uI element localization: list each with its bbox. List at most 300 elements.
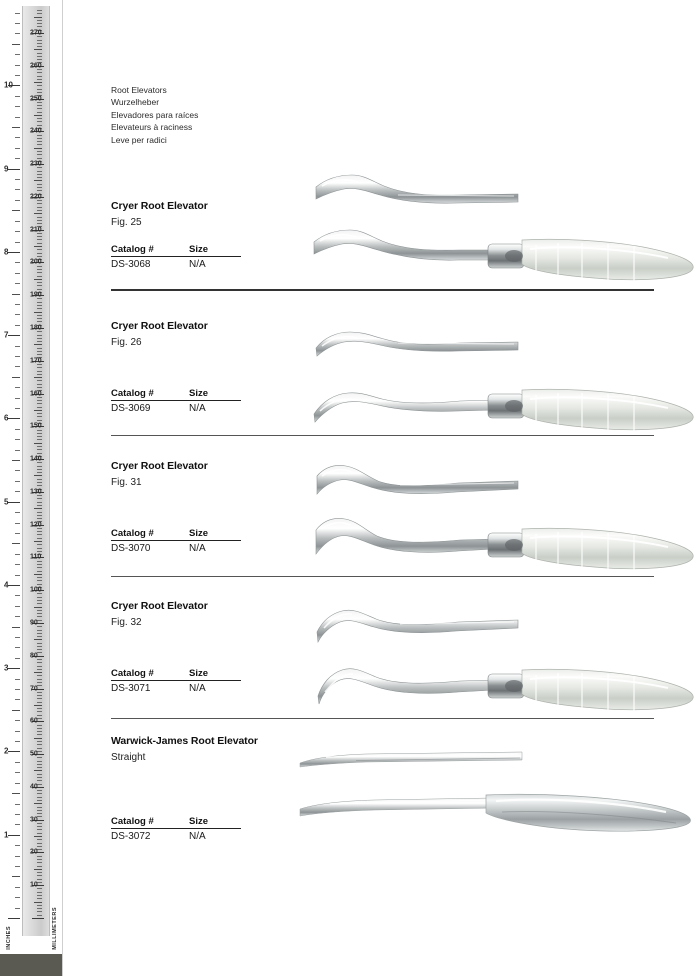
- instrument-tip-illustration: [308, 452, 528, 512]
- ruler-tick: [37, 236, 42, 237]
- ruler-tick: [15, 772, 20, 773]
- ruler-tick: [34, 902, 42, 903]
- ruler-tick: [34, 49, 42, 50]
- ruler-tick: [8, 668, 20, 669]
- ruler-tick: [37, 112, 42, 113]
- ruler-tick: [15, 523, 20, 524]
- ruler-tick: [37, 695, 42, 696]
- ruler-tick: [34, 607, 42, 608]
- ruler-tick: [37, 872, 42, 873]
- ruler-tick: [37, 154, 42, 155]
- ruler-tick: [12, 543, 20, 544]
- ruler-tick: [37, 610, 42, 611]
- ruler-tick: [15, 366, 20, 367]
- product-title: Cryer Root Elevator: [111, 200, 208, 212]
- instrument-full-illustration: [308, 506, 700, 586]
- ruler-tick: [8, 918, 20, 919]
- ruler-tick: [12, 627, 20, 628]
- ruler-tick: [37, 797, 42, 798]
- cell-size: N/A: [189, 259, 206, 270]
- ruler-tick: [37, 174, 42, 175]
- ruler-tick: [37, 571, 42, 572]
- product-subtitle: Fig. 32: [111, 617, 142, 628]
- ruler-tick: [37, 915, 42, 916]
- ruler-tick: [37, 416, 42, 417]
- ruler-tick: [37, 898, 42, 899]
- ruler-tick: [37, 10, 42, 11]
- ruler-tick: [37, 636, 42, 637]
- ruler-tick: [37, 207, 42, 208]
- ruler-tick: [37, 220, 42, 221]
- ruler-unit-inches: INCHES: [6, 926, 12, 950]
- ruler-tick: [37, 351, 42, 352]
- catalog-table: [111, 244, 241, 270]
- ruler-mm-label: 250: [30, 95, 42, 102]
- ruler-tick: [37, 187, 42, 188]
- product-subtitle: Fig. 31: [111, 477, 142, 488]
- ruler-mm-label: 10: [30, 881, 38, 889]
- instrument-full-illustration: [296, 785, 700, 837]
- ruler-tick: [37, 669, 42, 670]
- ruler-tick: [32, 918, 44, 919]
- table-row: [111, 681, 241, 694]
- ruler-tick: [37, 715, 42, 716]
- ruler-tick: [37, 892, 42, 893]
- ruler-tick: [37, 272, 42, 273]
- ruler-tick: [37, 13, 42, 14]
- ruler-mm-label: 30: [30, 816, 38, 824]
- ruler-tick: [37, 862, 42, 863]
- ruler-tick: [8, 502, 20, 503]
- catalog-table: [111, 816, 241, 842]
- ruler-tick: [8, 585, 20, 586]
- ruler-tick: [37, 453, 42, 454]
- ruler-tick: [37, 807, 42, 808]
- product-title: Cryer Root Elevator: [111, 320, 208, 332]
- ruler-tick: [8, 335, 20, 336]
- header-catalog: Catalog #: [111, 528, 154, 539]
- ruler-tick: [34, 705, 42, 706]
- section-divider: [111, 289, 654, 291]
- ruler-tick: [37, 374, 42, 375]
- cell-size: N/A: [189, 543, 206, 554]
- ruler-tick: [15, 554, 20, 555]
- section-divider: [111, 435, 654, 436]
- ruler-tick: [37, 908, 42, 909]
- ruler-tick: [37, 544, 42, 545]
- ruler-tick: [37, 764, 42, 765]
- ruler-tick: [15, 897, 20, 898]
- catalog-table-header: [111, 668, 241, 681]
- millimeter-ticks: [22, 0, 48, 930]
- ruler-tick: [15, 262, 20, 263]
- header-size: Size: [189, 668, 209, 679]
- ruler-tick: [34, 148, 42, 149]
- ruler-tick: [37, 105, 42, 106]
- header-size: Size: [189, 244, 209, 255]
- ruler-tick: [37, 780, 42, 781]
- ruler-inch-label: 4: [4, 580, 9, 590]
- ruler-tick: [15, 679, 20, 680]
- ruler-tick: [37, 564, 42, 565]
- ruler-tick: [15, 731, 20, 732]
- ruler-tick: [37, 748, 42, 749]
- heading-english: Root Elevators: [111, 85, 167, 95]
- ruler-mm-label: 40: [30, 783, 38, 791]
- ruler-tick: [15, 512, 20, 513]
- header-size: Size: [189, 528, 209, 539]
- ruler-inch-label: 10: [4, 80, 13, 90]
- ruler-tick: [15, 606, 20, 607]
- ruler-tick: [37, 184, 42, 185]
- ruler-inch-label: 3: [4, 663, 9, 673]
- instrument-tip-illustration: [308, 165, 528, 225]
- ruler-tick: [15, 814, 20, 815]
- ruler-tick: [15, 575, 20, 576]
- ruler-tick: [37, 177, 42, 178]
- ruler-tick: [8, 835, 20, 836]
- product-title: Cryer Root Elevator: [111, 600, 208, 612]
- ruler-tick: [37, 826, 42, 827]
- ruler-tick: [15, 54, 20, 55]
- ruler-tick: [37, 905, 42, 906]
- ruler-tick: [37, 502, 42, 503]
- ruler-tick: [34, 738, 42, 739]
- ruler-mm-label: 190: [30, 291, 42, 299]
- ruler-tick: [37, 580, 42, 581]
- ruler-tick: [15, 75, 20, 76]
- ruler-tick: [37, 387, 42, 388]
- ruler-mm-label: 130: [30, 488, 42, 496]
- ruler-tick: [34, 115, 42, 116]
- ruler-tick: [37, 190, 42, 191]
- ruler-tick: [37, 348, 42, 349]
- ruler-tick: [8, 751, 20, 752]
- ruler-mm-label: 170: [30, 357, 42, 365]
- ruler-mm-label: 90: [30, 619, 38, 627]
- catalog-table: [111, 388, 241, 414]
- ruler-tick: [37, 866, 42, 867]
- ruler-tick: [37, 682, 42, 683]
- ruler-mm-label: 220: [30, 193, 42, 201]
- ruler-tick: [37, 741, 42, 742]
- ruler-tick: [34, 246, 42, 247]
- product-subtitle: Fig. 26: [111, 337, 142, 348]
- ruler-tick: [37, 289, 42, 290]
- cell-catalog-number: DS-3068: [111, 259, 151, 270]
- ruler-tick: [37, 505, 42, 506]
- ruler-tick: [37, 341, 42, 342]
- ruler-tick: [37, 203, 42, 204]
- ruler-tick: [15, 481, 20, 482]
- cell-catalog-number: DS-3072: [111, 831, 151, 842]
- ruler-tick: [37, 59, 42, 60]
- header-catalog: Catalog #: [111, 244, 154, 255]
- ruler-tick: [34, 541, 42, 542]
- ruler-tick: [12, 377, 20, 378]
- ruler-tick: [37, 171, 42, 172]
- ruler-tick: [37, 875, 42, 876]
- ruler-tick: [15, 741, 20, 742]
- ruler-tick: [37, 531, 42, 532]
- ruler-tick: [34, 377, 42, 378]
- ruler-tick: [37, 53, 42, 54]
- ruler-tick: [37, 895, 42, 896]
- section-divider: [111, 718, 654, 719]
- ruler-tick: [37, 46, 42, 47]
- ruler-tick: [37, 813, 42, 814]
- heading-german: Wurzelheber: [111, 97, 160, 108]
- ruler-tick: [37, 734, 42, 735]
- ruler-mm-label: 240: [30, 127, 42, 135]
- ruler-tick: [15, 408, 20, 409]
- ruler-mm-label: 140: [30, 455, 42, 463]
- ruler-tick: [37, 584, 42, 585]
- ruler-tick: [15, 283, 20, 284]
- ruler-tick: [15, 450, 20, 451]
- entry-text-block: [111, 460, 301, 488]
- ruler-tick: [37, 125, 42, 126]
- ruler-tick: [34, 82, 42, 83]
- ruler-tick: [37, 767, 42, 768]
- ruler-tick: [37, 472, 42, 473]
- ruler-tick: [15, 96, 20, 97]
- ruler-tick: [34, 639, 42, 640]
- ruler-tick: [37, 308, 42, 309]
- ruler-tick: [15, 804, 20, 805]
- header-size: Size: [189, 388, 209, 399]
- ruler-mm-label: 150: [30, 422, 42, 430]
- ruler-tick: [8, 169, 20, 170]
- ruler-tick: [34, 672, 42, 673]
- ruler-tick: [37, 512, 42, 513]
- ruler-tick: [37, 151, 42, 152]
- ruler-tick: [37, 449, 42, 450]
- ruler-tick: [37, 839, 42, 840]
- ruler-tick: [15, 616, 20, 617]
- ruler-inch-label: 7: [4, 330, 9, 340]
- ruler-mm-label: 80: [30, 652, 38, 660]
- header-catalog: Catalog #: [111, 388, 154, 399]
- ruler-tick: [15, 533, 20, 534]
- ruler-tick: [37, 761, 42, 762]
- catalog-table: [111, 668, 241, 694]
- ruler-tick: [15, 325, 20, 326]
- instrument-full-illustration: [308, 646, 700, 726]
- ruler-mm-label: 50: [30, 750, 38, 758]
- ruler-tick: [37, 466, 42, 467]
- cell-size: N/A: [189, 683, 206, 694]
- ruler-tick: [37, 567, 42, 568]
- ruler-tick: [15, 356, 20, 357]
- ruler-tick: [37, 731, 42, 732]
- cell-catalog-number: DS-3070: [111, 543, 151, 554]
- catalog-table: [111, 528, 241, 554]
- ruler-tick: [37, 56, 42, 57]
- ruler-tick: [37, 89, 42, 90]
- ruler-inch-label: 5: [4, 497, 9, 507]
- ruler-tick: [37, 515, 42, 516]
- ruler-tick: [15, 273, 20, 274]
- ruler-tick: [15, 387, 20, 388]
- ruler-tick: [37, 649, 42, 650]
- ruler-tick: [37, 469, 42, 470]
- ruler-tick: [37, 833, 42, 834]
- instrument-full-illustration: [308, 218, 700, 298]
- ruler-tick: [37, 643, 42, 644]
- ruler-mm-label: 160: [30, 390, 42, 398]
- ruler-tick: [34, 803, 42, 804]
- catalog-page: [62, 0, 700, 976]
- ruler-tick: [12, 44, 20, 45]
- ruler-tick: [37, 26, 42, 27]
- ruler-tick: [15, 242, 20, 243]
- ruler-tick: [37, 846, 42, 847]
- ruler-tick: [37, 728, 42, 729]
- cell-catalog-number: DS-3071: [111, 683, 151, 694]
- ruler-tick: [37, 121, 42, 122]
- ruler-tick: [15, 179, 20, 180]
- ruler-tick: [37, 23, 42, 24]
- ruler-tick: [15, 137, 20, 138]
- ruler-tick: [15, 221, 20, 222]
- ruler-tick: [37, 141, 42, 142]
- product-title: Warwick-James Root Elevator: [111, 735, 258, 747]
- ruler-tick: [37, 380, 42, 381]
- ruler-tick: [37, 158, 42, 159]
- ruler-tick: [37, 335, 42, 336]
- ruler-tick: [37, 217, 42, 218]
- ruler-tick: [34, 17, 42, 18]
- ruler-tick: [37, 911, 42, 912]
- instrument-full-illustration: [308, 366, 700, 446]
- heading-french: Elevateurs à raciness: [111, 122, 193, 133]
- ruler-tick: [37, 662, 42, 663]
- header-size: Size: [189, 816, 209, 827]
- ruler-tick: [34, 180, 42, 181]
- ruler-tick: [12, 294, 20, 295]
- ruler-tick: [15, 189, 20, 190]
- ruler-mm-label: 260: [30, 62, 42, 70]
- ruler-tick: [37, 249, 42, 250]
- ruler-tick: [37, 551, 42, 552]
- ruler-tick: [15, 595, 20, 596]
- ruler-mm-label: 270: [30, 29, 42, 37]
- ruler-tick: [37, 793, 42, 794]
- ruler-tick: [15, 158, 20, 159]
- ruler-tick: [37, 859, 42, 860]
- table-row: [111, 257, 241, 270]
- ruler-tick: [34, 213, 42, 214]
- ruler-tick: [37, 646, 42, 647]
- section-language-headings: [111, 84, 198, 146]
- ruler-mm-label: 20: [30, 848, 38, 856]
- ruler-tick: [34, 344, 42, 345]
- ruler-tick: [37, 40, 42, 41]
- ruler-tick: [37, 633, 42, 634]
- ruler-tick: [37, 243, 42, 244]
- ruler-tick: [37, 76, 42, 77]
- ruler-tick: [15, 106, 20, 107]
- ruler-tick: [37, 138, 42, 139]
- ruler-tick: [12, 210, 20, 211]
- ruler-mm-label: 230: [30, 160, 42, 168]
- ruler-tick: [34, 574, 42, 575]
- ruler-mm-label: 210: [30, 226, 42, 234]
- ruler-tick: [15, 658, 20, 659]
- header-catalog: Catalog #: [111, 816, 154, 827]
- ruler-tick: [15, 13, 20, 14]
- entry-text-block: [111, 320, 301, 348]
- catalog-table-header: [111, 528, 241, 541]
- ruler-tick: [37, 744, 42, 745]
- ruler-tick: [37, 800, 42, 801]
- ruler-inch-label: 1: [4, 830, 9, 840]
- ruler-mm-label: 120: [30, 521, 42, 529]
- ruler-mm-label: 60: [30, 717, 38, 725]
- ruler-tick: [12, 127, 20, 128]
- ruler-tick: [37, 675, 42, 676]
- ruler-tick: [37, 843, 42, 844]
- ruler-tick: [34, 770, 42, 771]
- ruler-tick: [37, 85, 42, 86]
- ruler-tick: [34, 508, 42, 509]
- ruler-tick: [15, 200, 20, 201]
- ruler-tick: [37, 256, 42, 257]
- ruler-tick: [37, 548, 42, 549]
- ruler-mm-label: 180: [30, 324, 42, 332]
- ruler-mm-label: 200: [30, 258, 42, 266]
- ruler-tick: [37, 616, 42, 617]
- heading-italian: Leve per radici: [111, 134, 167, 145]
- ruler-tick: [37, 774, 42, 775]
- cell-size: N/A: [189, 831, 206, 842]
- catalog-table-header: [111, 388, 241, 401]
- ruler-tick: [15, 33, 20, 34]
- ruler-tick: [34, 410, 42, 411]
- ruler-tick: [34, 836, 42, 837]
- ruler-inch-label: 6: [4, 413, 9, 423]
- ruler-tick: [12, 460, 20, 461]
- ruler-tick: [37, 479, 42, 480]
- ruler-tick: [37, 305, 42, 306]
- ruler-tick: [37, 482, 42, 483]
- ruler-tick: [37, 698, 42, 699]
- ruler-tick: [37, 600, 42, 601]
- ruler-tick: [37, 403, 42, 404]
- ruler-tick: [37, 285, 42, 286]
- ruler-tick: [37, 420, 42, 421]
- table-row: [111, 829, 241, 842]
- ruler-tick: [15, 65, 20, 66]
- ruler-tick: [37, 518, 42, 519]
- ruler-tick: [15, 117, 20, 118]
- cell-catalog-number: DS-3069: [111, 403, 151, 414]
- ruler-tick: [15, 824, 20, 825]
- ruler-tick: [37, 92, 42, 93]
- ruler-tick: [15, 720, 20, 721]
- ruler-tick: [37, 210, 42, 211]
- ruler-tick: [37, 79, 42, 80]
- ruler-inch-label: 2: [4, 746, 9, 756]
- ruler-tick: [37, 367, 42, 368]
- catalog-table-header: [111, 816, 241, 829]
- ruler-tick: [37, 384, 42, 385]
- ruler-tick: [15, 908, 20, 909]
- ruler-tick: [34, 279, 42, 280]
- ruler-tick: [37, 613, 42, 614]
- ruler-tick: [37, 446, 42, 447]
